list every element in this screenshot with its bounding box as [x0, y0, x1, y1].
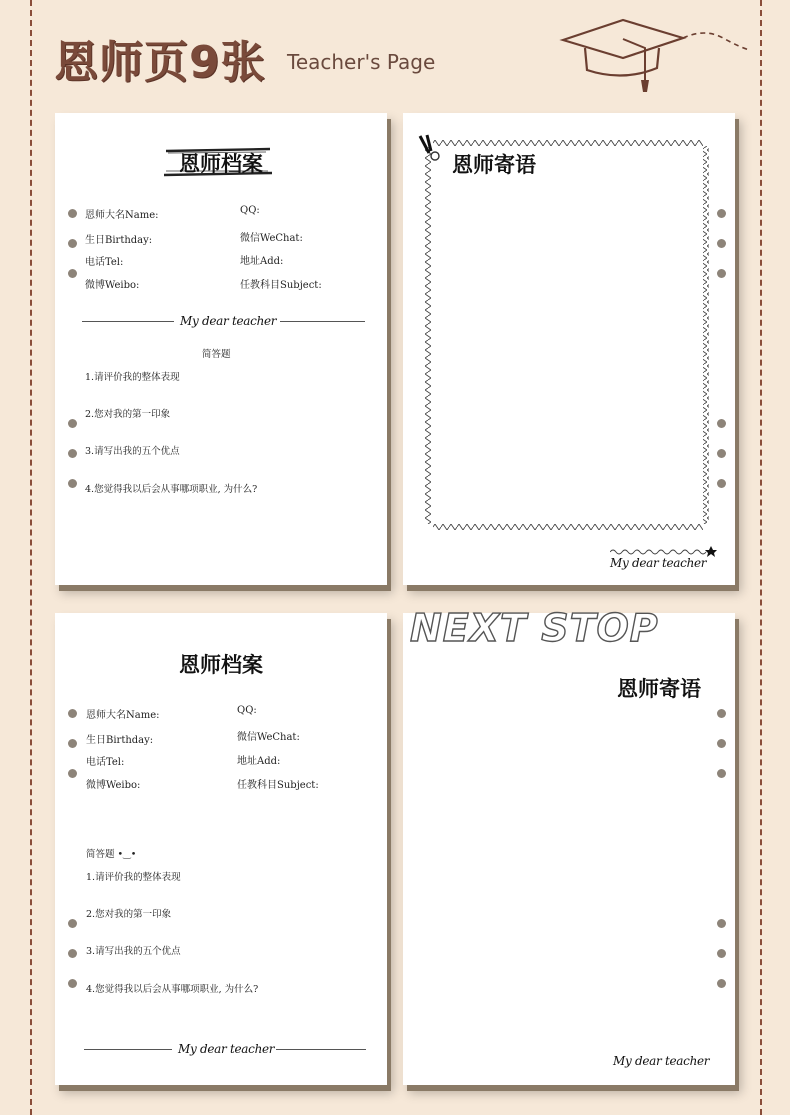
field-address: 地址Add:	[237, 756, 281, 767]
binder-hole	[68, 709, 77, 718]
field-subject: 任教科目Subject:	[240, 280, 322, 291]
divider-right	[280, 321, 365, 322]
binder-hole	[717, 769, 726, 778]
divider-right	[276, 1049, 366, 1050]
page-subtitle: Teacher's Page	[287, 50, 436, 74]
next-stop-banner: NEXT STOP	[410, 606, 659, 650]
question-3: 3.请写出我的五个优点	[86, 946, 181, 957]
field-tel: 电话Tel:	[85, 257, 124, 268]
binder-hole	[717, 739, 726, 748]
binder-hole	[68, 479, 77, 488]
right-dashed-border	[760, 0, 762, 1115]
field-address: 地址Add:	[240, 256, 284, 267]
divider-left	[84, 1049, 172, 1050]
question-4: 4.您觉得我以后会从事哪项职业, 为什么?	[85, 484, 258, 495]
binder-hole	[68, 949, 77, 958]
binder-hole	[68, 769, 77, 778]
field-weibo: 微博Weibo:	[86, 780, 141, 791]
question-4: 4.您觉得我以后会从事哪项职业, 为什么?	[86, 984, 259, 995]
binder-hole	[717, 419, 726, 428]
divider-left	[82, 321, 174, 322]
binder-hole	[717, 449, 726, 458]
field-name: 恩师大名Name:	[85, 210, 159, 221]
binder-hole	[68, 449, 77, 458]
question-1: 1.请评价我的整体表现	[86, 872, 181, 883]
paper-clip-icon	[417, 133, 445, 163]
field-qq: QQ:	[237, 705, 257, 716]
field-qq: QQ:	[240, 205, 260, 216]
binder-hole	[717, 709, 726, 718]
binder-hole	[68, 739, 77, 748]
binder-hole	[68, 209, 77, 218]
message-title: 恩师寄语	[452, 152, 536, 177]
field-birthday: 生日Birthday:	[85, 235, 153, 246]
binder-hole	[717, 919, 726, 928]
message-title: 恩师寄语	[617, 676, 701, 701]
graduation-cap-icon	[555, 8, 755, 98]
binder-hole	[68, 419, 77, 428]
wavy-frame	[425, 140, 709, 530]
signature: My dear teacher	[610, 556, 707, 570]
binder-hole	[717, 269, 726, 278]
section-heading: 简答题 •‿•	[86, 849, 137, 860]
signature: My dear teacher	[180, 314, 277, 328]
binder-hole	[68, 919, 77, 928]
field-name: 恩师大名Name:	[86, 710, 160, 721]
binder-hole	[717, 239, 726, 248]
binder-hole	[68, 239, 77, 248]
page-title: 恩师页9张	[54, 37, 266, 88]
question-2: 2.您对我的第一印象	[86, 909, 172, 920]
question-3: 3.请写出我的五个优点	[85, 446, 180, 457]
field-subject: 任教科目Subject:	[237, 780, 319, 791]
field-birthday: 生日Birthday:	[86, 735, 154, 746]
field-tel: 电话Tel:	[86, 757, 125, 768]
binder-hole	[717, 209, 726, 218]
section-heading: 简答题	[202, 349, 231, 360]
field-wechat: 微信WeChat:	[237, 732, 300, 743]
binder-hole	[717, 479, 726, 488]
left-dashed-border	[30, 0, 32, 1115]
profile-title: 恩师档案	[179, 652, 263, 677]
binder-hole	[68, 979, 77, 988]
binder-hole	[68, 269, 77, 278]
signature: My dear teacher	[178, 1042, 275, 1056]
field-wechat: 微信WeChat:	[240, 233, 303, 244]
field-weibo: 微博Weibo:	[85, 280, 140, 291]
binder-hole	[717, 979, 726, 988]
binder-hole	[717, 949, 726, 958]
profile-title: 恩师档案	[179, 151, 263, 176]
signature: My dear teacher	[613, 1054, 710, 1068]
question-2: 2.您对我的第一印象	[85, 409, 171, 420]
question-1: 1.请评价我的整体表现	[85, 372, 180, 383]
